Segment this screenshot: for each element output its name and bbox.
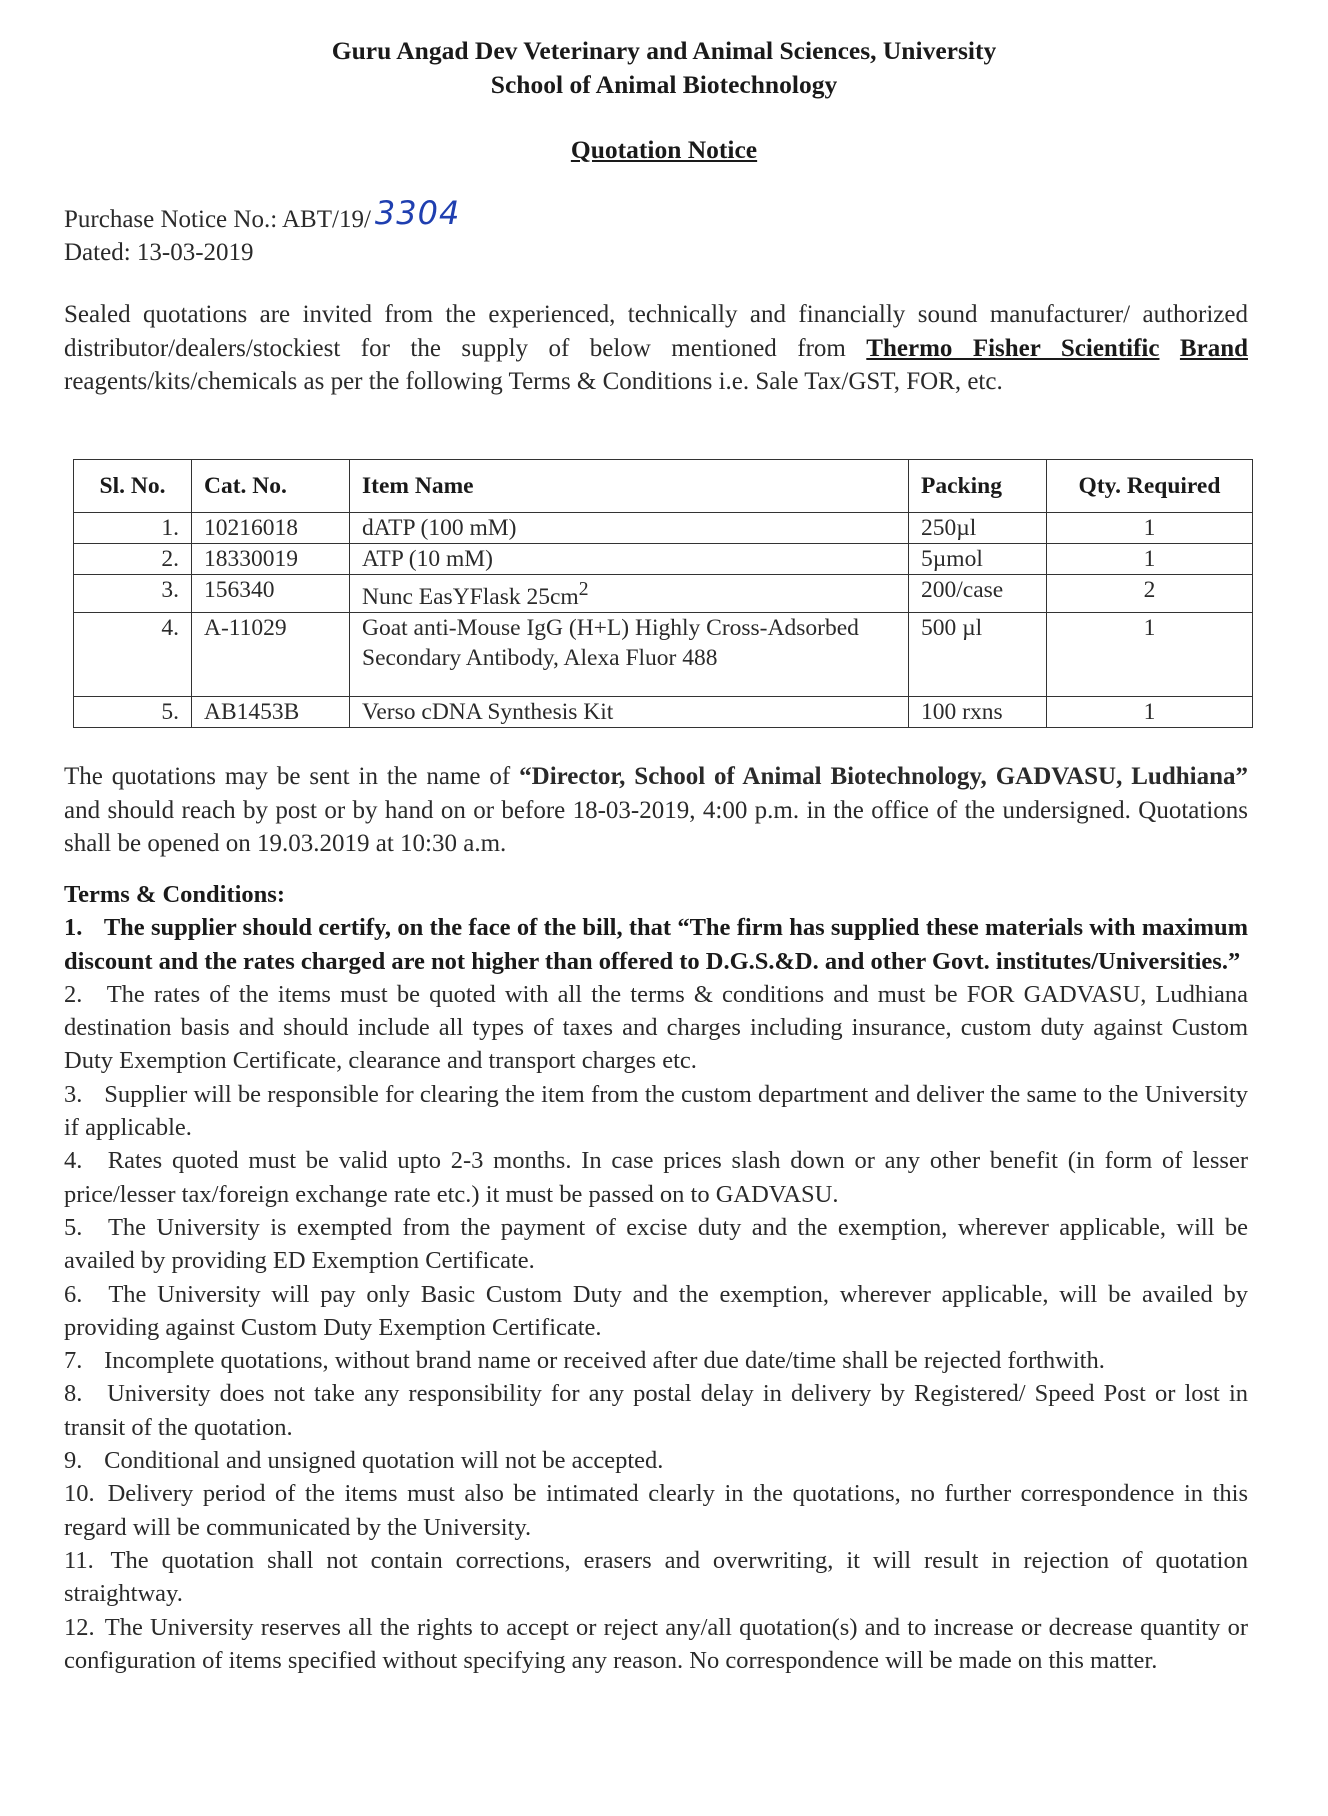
cell-qty: 1 xyxy=(1047,544,1253,575)
cell-sl-no: 1. xyxy=(74,513,192,544)
cell-packing: 500 µl xyxy=(909,612,1047,696)
term-number: 1. xyxy=(64,914,83,942)
term-number: 8. xyxy=(64,1380,83,1408)
cell-sl-no: 3. xyxy=(74,575,192,613)
term-item xyxy=(64,978,1248,1078)
term-number: 10. xyxy=(64,1480,95,1508)
term-number: 4. xyxy=(64,1147,83,1175)
cell-item-name xyxy=(350,575,909,613)
cell-qty: 1 xyxy=(1047,612,1253,696)
cell-cat-no: 18330019 xyxy=(192,544,350,575)
items-table xyxy=(73,459,1253,728)
submission-text-after: and should reach by post or by hand on or before 18-03-2019, 4:00 p.m. in the office of the undersigned. Quotations shall be opened on 19.03.2019 at 10:30 a.m. xyxy=(64,796,1248,857)
cell-packing: 200/case xyxy=(909,575,1047,613)
brand-word: Brand xyxy=(1179,334,1249,362)
cell-item-name: ATP (10 mM) xyxy=(350,544,909,575)
cell-qty: 1 xyxy=(1047,513,1253,544)
notice-title: Quotation Notice xyxy=(570,135,758,164)
intro-text-after: reagents/kits/chemicals as per the following Terms & Conditions i.e. Sale Tax/GST, FOR, etc. xyxy=(64,368,1003,395)
header-sl-no: Sl. No. xyxy=(74,460,192,513)
item-name-superscript: 2 xyxy=(578,579,589,600)
term-text: The supplier should certify, on the face of the bill, that “The firm has supplied these materials with maximum discount and the rates charged are not higher than offered to D.G.S.&D. and other Govt. institutes/Universities.” xyxy=(64,914,1248,975)
term-text: Rates quoted must be valid upto 2-3 months. In case prices slash down or any other benefit (in form of lesser price/lesser tax/foreign exchange rate etc.) it must be passed on to GADVASU. xyxy=(64,1147,1249,1208)
submission-text-before: The quotations may be sent in the name of xyxy=(64,763,520,790)
cell-cat-no: A-11029 xyxy=(192,612,350,696)
notice-date: Dated: 13-03-2019 xyxy=(64,239,254,266)
term-text: University does not take any responsibility for any postal delay in delivery by Registered/ Speed Post or lost in transit of the quotation. xyxy=(64,1380,1249,1441)
intro-paragraph xyxy=(64,298,1248,399)
term-item xyxy=(64,1544,1248,1611)
header-qty-required: Qty. Required xyxy=(1047,460,1253,513)
term-text: Supplier will be responsible for clearing the item from the custom department and deliver the same to the University if applicable. xyxy=(64,1080,1249,1142)
cell-packing: 100 rxns xyxy=(909,696,1047,727)
term-number: 7. xyxy=(64,1347,83,1375)
handwritten-notice-number: 3304 xyxy=(374,194,461,232)
table-row xyxy=(74,612,1253,696)
header-item-name: Item Name xyxy=(350,460,909,513)
term-text: Delivery period of the items must also be intimated clearly in the quotations, no further correspondence in this regard will be communicated by the University. xyxy=(64,1480,1248,1541)
term-number: 9. xyxy=(64,1447,83,1475)
terms-section xyxy=(64,878,1248,1677)
term-number: 2. xyxy=(64,980,83,1008)
cell-cat-no: 10216018 xyxy=(192,513,350,544)
table-row xyxy=(74,544,1253,575)
term-item xyxy=(64,1377,1248,1444)
table-header-row xyxy=(74,460,1253,513)
term-item xyxy=(64,1611,1248,1678)
term-item xyxy=(64,911,1248,978)
term-item xyxy=(64,1211,1248,1278)
brand-name: Thermo Fisher Scientific xyxy=(866,334,1160,362)
cell-qty: 2 xyxy=(1047,575,1253,613)
notice-meta xyxy=(64,194,461,269)
term-number: 11. xyxy=(64,1546,94,1574)
term-text: The quotation shall not contain corrections, erasers and overwriting, it will result in rejection of quotation straightway. xyxy=(64,1546,1248,1608)
cell-cat-no: AB1453B xyxy=(192,696,350,727)
purchase-notice-line xyxy=(64,194,461,236)
cell-item-name: Goat anti-Mouse IgG (H+L) Highly Cross-Adsorbed Secondary Antibody, Alexa Fluor 488 xyxy=(350,612,909,696)
header-cat-no: Cat. No. xyxy=(192,460,350,513)
term-text: Incomplete quotations, without brand name or received after due date/time shall be rejected forthwith. xyxy=(104,1347,1105,1375)
term-item xyxy=(64,1278,1248,1345)
cell-sl-no: 2. xyxy=(74,544,192,575)
term-item xyxy=(64,1144,1248,1211)
school-name: School of Animal Biotechnology xyxy=(490,70,838,99)
cell-item-name: Verso cDNA Synthesis Kit xyxy=(350,696,909,727)
term-number: 6. xyxy=(64,1280,83,1308)
document-header xyxy=(0,34,1328,102)
term-number: 3. xyxy=(64,1080,83,1108)
cell-qty: 1 xyxy=(1047,696,1253,727)
terms-heading: Terms & Conditions: xyxy=(64,881,285,908)
addressee: “Director, School of Animal Biotechnology, GADVASU, Ludhiana” xyxy=(519,763,1248,790)
purchase-notice-label: Purchase Notice No.: ABT/19/ xyxy=(64,206,371,233)
term-item xyxy=(64,1078,1248,1145)
item-name-text: Nunc EasYFlask 25cm xyxy=(362,583,579,610)
term-number: 5. xyxy=(64,1213,83,1241)
term-item xyxy=(64,1344,1248,1377)
term-text: The University is exempted from the payment of excise duty and the exemption, wherever applicable, will be availed by providing ED Exemption Certificate. xyxy=(64,1213,1249,1275)
cell-item-name: dATP (100 mM) xyxy=(350,513,909,544)
cell-sl-no: 4. xyxy=(74,612,192,696)
term-text: The University will pay only Basic Custom Duty and the exemption, wherever applicable, will be availed by providing against Custom Duty Exemption Certificate. xyxy=(64,1280,1248,1341)
cell-sl-no: 5. xyxy=(74,696,192,727)
header-packing: Packing xyxy=(909,460,1047,513)
cell-cat-no: 156340 xyxy=(192,575,350,613)
table-row xyxy=(74,696,1253,727)
cell-packing: 5µmol xyxy=(909,544,1047,575)
term-item xyxy=(64,1444,1248,1477)
table-row xyxy=(74,575,1253,613)
intro-text-before: Sealed quotations are invited from the experienced, technically and financially sound manufacturer/ authorized distributor/dealers/stockiest for the supply of below mentioned from xyxy=(64,301,1248,362)
table-row xyxy=(74,513,1253,544)
university-name: Guru Angad Dev Veterinary and Animal Sciences, University xyxy=(331,36,997,65)
term-item xyxy=(64,1477,1248,1544)
term-text: Conditional and unsigned quotation will not be accepted. xyxy=(104,1447,664,1475)
term-number: 12. xyxy=(64,1613,95,1641)
term-text: The University reserves all the rights to accept or reject any/all quotation(s) and to increase or decrease quantity or configuration of items specified without specifying any reason. No correspondence will be made on this matter. xyxy=(64,1613,1248,1674)
cell-packing: 250µl xyxy=(909,513,1047,544)
submission-paragraph xyxy=(64,760,1248,861)
term-text: The rates of the items must be quoted with all the terms & conditions and must be FOR GADVASU, Ludhiana destination basis and should include all types of taxes and charges including insurance, custom duty against Custom Duty Exemption Certificate, clearance and transport charges etc. xyxy=(64,980,1248,1075)
